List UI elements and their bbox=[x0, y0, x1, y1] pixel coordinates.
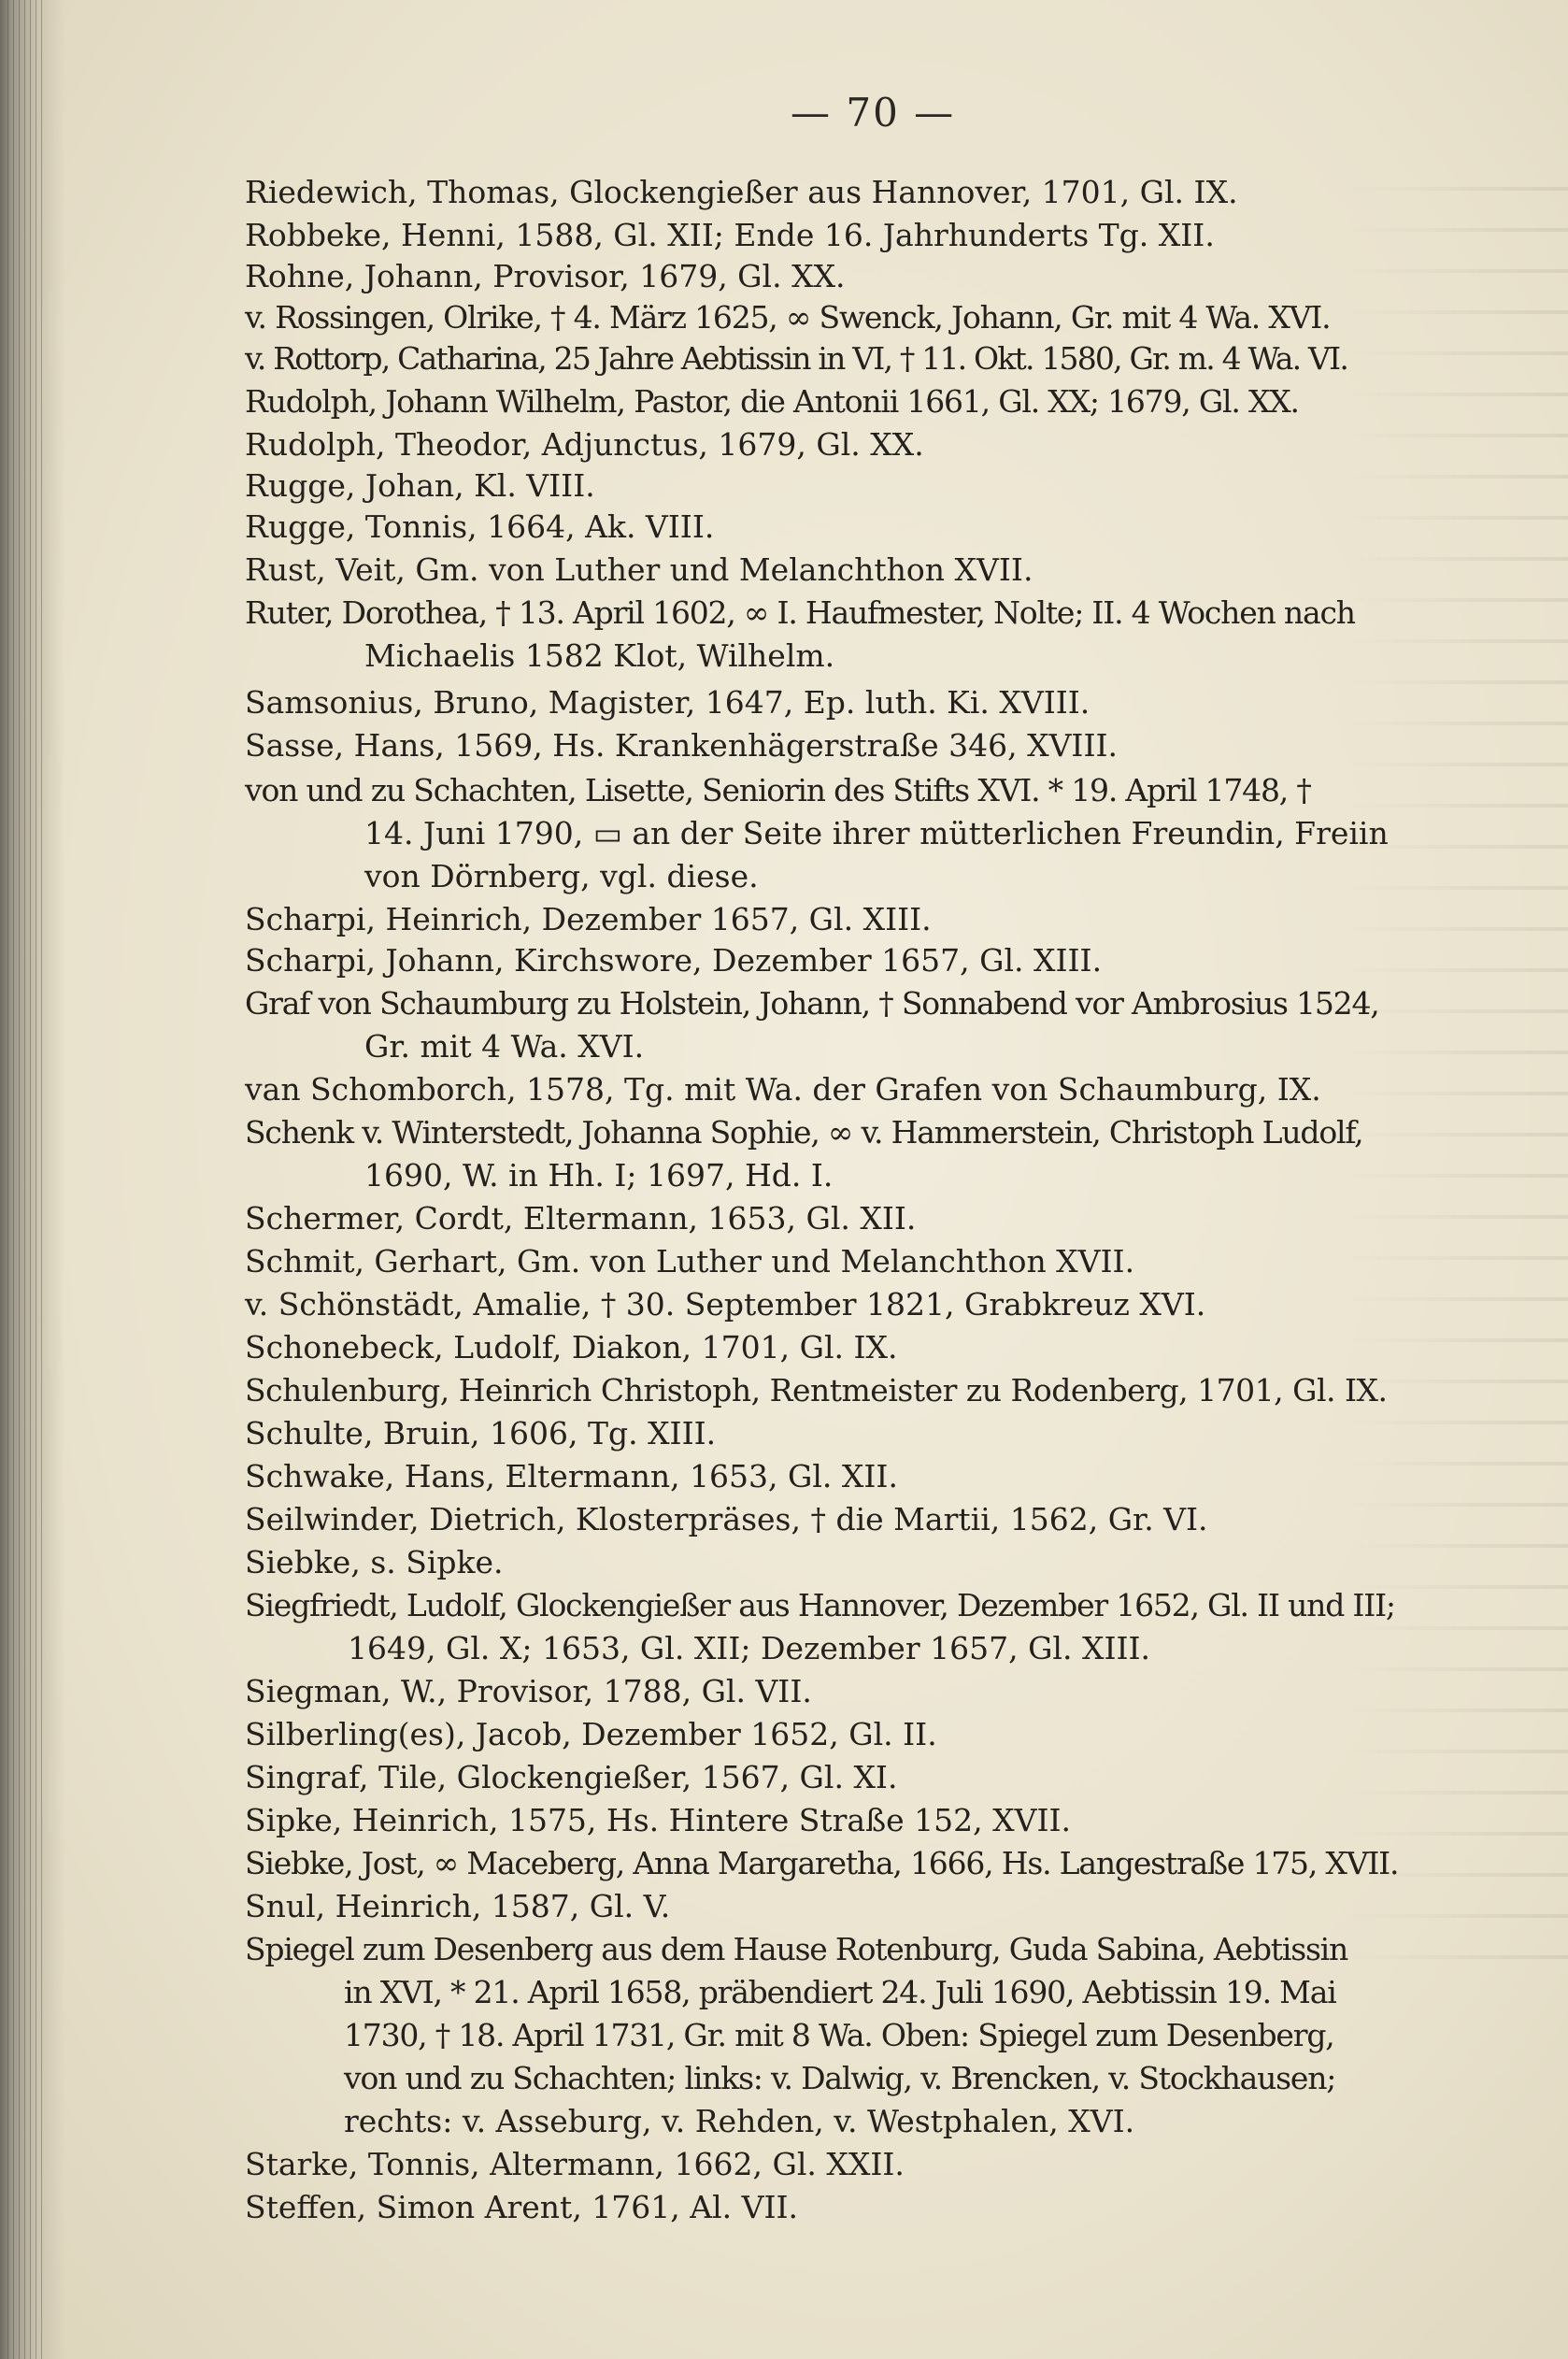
entry-line: Rudolph, Johann Wilhelm, Pastor, die Antonii 1661, Gl. XX; 1679, Gl. XX. bbox=[245, 383, 1299, 420]
entry-line: Schulte, Bruin, 1606, Tg. XIII. bbox=[245, 1415, 717, 1451]
entry-line: Schwake, Hans, Eltermann, 1653, Gl. XII. bbox=[245, 1458, 898, 1494]
entry-line: Graf von Schaumburg zu Holstein, Johann, † Sonnabend vor Ambrosius 1524, bbox=[245, 985, 1379, 1022]
entry-line: Steffen, Simon Arent, 1761, Al. VII. bbox=[245, 2189, 799, 2225]
entry-line: v. Rottorp, Catharina, 25 Jahre Aebtissin in VI, † 11. Okt. 1580, Gr. m. 4 Wa. VI. bbox=[245, 340, 1348, 377]
entry-line: v. Schönstädt, Amalie, † 30. September 1821, Grabkreuz XVI. bbox=[245, 1286, 1206, 1322]
entry-line: Schulenburg, Heinrich Christoph, Rentmeister zu Rodenberg, 1701, Gl. IX. bbox=[245, 1372, 1388, 1408]
entry-line: Riedewich, Thomas, Glockengießer aus Hannover, 1701, Gl. IX. bbox=[245, 174, 1238, 210]
entry-line: Schermer, Cordt, Eltermann, 1653, Gl. XII. bbox=[245, 1200, 917, 1237]
entry-line: Schenk v. Winterstedt, Johanna Sophie, ∞ v. Hammerstein, Christoph Ludolf, bbox=[245, 1114, 1363, 1151]
entry-line: Schmit, Gerhart, Gm. von Luther und Melanchthon XVII. bbox=[245, 1243, 1135, 1280]
entry-line: von Dörnberg, vgl. diese. bbox=[364, 858, 759, 894]
entry-line: Rugge, Tonnis, 1664, Ak. VIII. bbox=[245, 508, 715, 545]
entry-line: Singraf, Tile, Glockengießer, 1567, Gl. XI. bbox=[245, 1759, 898, 1795]
entry-line: Sasse, Hans, 1569, Hs. Krankenhägerstraße 346, XVIII. bbox=[245, 727, 1119, 764]
entry-line: Rohne, Johann, Provisor, 1679, Gl. XX. bbox=[245, 258, 846, 294]
entry-line: 1730, † 18. April 1731, Gr. mit 8 Wa. Oben: Spiegel zum Desenberg, bbox=[344, 2017, 1334, 2053]
entry-line: Rugge, Johan, Kl. VIII. bbox=[245, 467, 595, 504]
entry-line: 1690, W. in Hh. I; 1697, Hd. I. bbox=[364, 1157, 834, 1194]
entry-line: Scharpi, Heinrich, Dezember 1657, Gl. XIII. bbox=[245, 901, 932, 937]
entry-line: in XVI, * 21. April 1658, präbendiert 24. Juli 1690, Aebtissin 19. Mai bbox=[344, 1974, 1336, 2010]
entry-line: Spiegel zum Desenberg aus dem Hause Rotenburg, Guda Sabina, Aebtissin bbox=[245, 1931, 1348, 1967]
entry-line: Michaelis 1582 Klot, Wilhelm. bbox=[364, 637, 835, 674]
entry-line: Scharpi, Johann, Kirchswore, Dezember 1657, Gl. XIII. bbox=[245, 942, 1103, 979]
entry-line: Silberling(es), Jacob, Dezember 1652, Gl. II. bbox=[245, 1716, 937, 1752]
entry-line: Siebke, s. Sipke. bbox=[245, 1544, 504, 1580]
entry-line: Sipke, Heinrich, 1575, Hs. Hintere Straße 152, XVII. bbox=[245, 1802, 1072, 1838]
entry-line: v. Rossingen, Olrike, † 4. März 1625, ∞ Swenck, Johann, Gr. mit 4 Wa. XVI. bbox=[245, 299, 1331, 336]
entry-line: 1649, Gl. X; 1653, Gl. XII; Dezember 1657, Gl. XIII. bbox=[348, 1630, 1151, 1666]
entry-line: Snul, Heinrich, 1587, Gl. V. bbox=[245, 1888, 671, 1924]
entry-line: von und zu Schachten, Lisette, Seniorin des Stifts XVI. * 19. April 1748, † bbox=[245, 772, 1311, 808]
entry-line: Seilwinder, Dietrich, Klosterpräses, † die Martii, 1562, Gr. VI. bbox=[245, 1501, 1208, 1537]
entry-line: Schonebeck, Ludolf, Diakon, 1701, Gl. IX. bbox=[245, 1329, 898, 1365]
entry-line: Rudolph, Theodor, Adjunctus, 1679, Gl. XX. bbox=[245, 426, 924, 463]
entry-line: Starke, Tonnis, Altermann, 1662, Gl. XXII. bbox=[245, 2146, 905, 2182]
entry-line: Robbeke, Henni, 1588, Gl. XII; Ende 16. Jahrhunderts Tg. XII. bbox=[245, 217, 1215, 253]
entry-line: von und zu Schachten; links: v. Dalwig, v. Brencken, v. Stockhausen; bbox=[344, 2060, 1336, 2096]
entry-line: Samsonius, Bruno, Magister, 1647, Ep. luth. Ki. XVIII. bbox=[245, 684, 1090, 721]
entry-line: Siebke, Jost, ∞ Maceberg, Anna Margaretha, 1666, Hs. Langestraße 175, XVII. bbox=[245, 1845, 1399, 1881]
entry-line: Gr. mit 4 Wa. XVI. bbox=[364, 1028, 645, 1065]
entry-line: Siegman, W., Provisor, 1788, Gl. VII. bbox=[245, 1673, 812, 1709]
page-number: — 70 — bbox=[791, 90, 956, 136]
entry-line: rechts: v. Asseburg, v. Rehden, v. Westphalen, XVI. bbox=[344, 2103, 1135, 2139]
entry-line: Siegfriedt, Ludolf, Glockengießer aus Hannover, Dezember 1652, Gl. II und III; bbox=[245, 1587, 1395, 1623]
entry-line: Rust, Veit, Gm. von Luther und Melanchthon XVII. bbox=[245, 551, 1033, 588]
entry-line: van Schomborch, 1578, Tg. mit Wa. der Grafen von Schaumburg, IX. bbox=[245, 1071, 1321, 1108]
entry-line: 14. Juni 1790, ▭ an der Seite ihrer mütterlichen Freundin, Freiin bbox=[364, 815, 1389, 851]
entry-line: Ruter, Dorothea, † 13. April 1602, ∞ I. Haufmester, Nolte; II. 4 Wochen nach bbox=[245, 594, 1355, 631]
